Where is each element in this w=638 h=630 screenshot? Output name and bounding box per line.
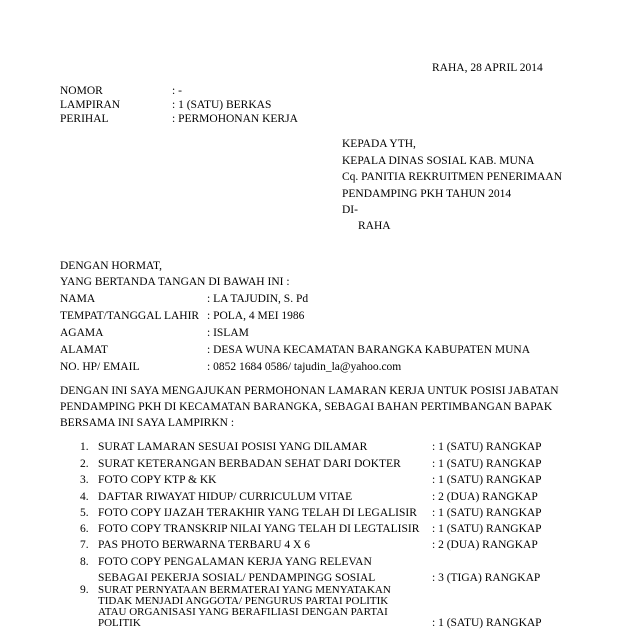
applicant-value: : POLA, 4 MEI 1986 xyxy=(207,310,305,322)
recipient-line-3: Cq. PANITIA REKRUITMEN PENERIMAAN xyxy=(342,171,562,183)
attachment-qty: : 1 (SATU) RANGKAP xyxy=(432,474,542,486)
perihal-label: PERIHAL xyxy=(60,113,109,125)
applicant-value: : 0852 1684 0586/ tajudin_la@yahoo.com xyxy=(207,361,402,373)
greeting: DENGAN HORMAT, xyxy=(60,260,163,272)
attachment-number: 4. xyxy=(80,491,89,503)
attachment-qty: : 2 (DUA) RANGKAP xyxy=(432,491,538,503)
attachment-text: FOTO COPY KTP & KK xyxy=(98,474,217,486)
date-line: RAHA, 28 APRIL 2014 xyxy=(432,62,543,74)
applicant-value: : LA TAJUDIN, S. Pd xyxy=(207,293,309,305)
body-line-2: PENDAMPING PKH DI KECAMATAN BARANGKA, SEBAGAI BAHAN PERTIMBANGAN BAPAK xyxy=(60,401,553,413)
attachment-qty: : 1 (SATU) RANGKAP xyxy=(432,458,542,470)
nomor-label: NOMOR xyxy=(60,85,103,97)
recipient-line-6: RAHA xyxy=(358,220,391,232)
attachment-qty: : 3 (TIGA) RANGKAP xyxy=(432,572,541,584)
lampiran-value: : 1 (SATU) BERKAS xyxy=(172,99,272,111)
recipient-line-4: PENDAMPING PKH TAHUN 2014 xyxy=(342,188,512,200)
intro-line: YANG BERTANDA TANGAN DI BAWAH INI : xyxy=(60,276,290,288)
attachment-qty: : 1 (SATU) RANGKAP xyxy=(432,507,542,519)
attachment-text: SURAT PERNYATAAN BERMATERAI YANG MENYATAKAN xyxy=(98,584,391,596)
attachment-number: 9. xyxy=(80,584,89,596)
recipient-line-2: KEPALA DINAS SOSIAL KAB. MUNA xyxy=(342,155,535,167)
body-line-3: BERSAMA INI SAYA LAMPIRKN : xyxy=(60,417,235,429)
body-line-1: DENGAN INI SAYA MENGAJUKAN PERMOHONAN LAMARAN KERJA UNTUK POSISI JABATAN xyxy=(60,385,559,397)
attachment-number: 5. xyxy=(80,507,89,519)
recipient-line-5: DI- xyxy=(342,204,358,216)
attachment-text: TIDAK MENJADI ANGGOTA/ PENGURUS PARTAI POLITIK xyxy=(98,595,389,607)
attachment-number: 1. xyxy=(80,441,89,453)
attachment-number: 3. xyxy=(80,474,89,486)
attachment-number: 7. xyxy=(80,539,89,551)
attachment-text: SEBAGAI PEKERJA SOSIAL/ PENDAMPINGG SOSIAL xyxy=(98,572,376,584)
attachment-text: FOTO COPY IJAZAH TERAKHIR YANG TELAH DI LEGALISIR xyxy=(98,507,417,519)
perihal-value: : PERMOHONAN KERJA xyxy=(172,113,298,125)
attachment-text: POLITIK xyxy=(98,617,141,629)
applicant-label: NO. HP/ EMAIL xyxy=(60,361,140,373)
applicant-value: : DESA WUNA KECAMATAN BARANGKA KABUPATEN MUNA xyxy=(207,344,531,356)
attachment-text: SURAT LAMARAN SESUAI POSISI YANG DILAMAR xyxy=(98,441,368,453)
attachment-qty: : 1 (SATU) RANGKAP xyxy=(432,441,542,453)
applicant-value: : ISLAM xyxy=(207,327,249,339)
nomor-value: : - xyxy=(172,85,182,97)
lampiran-label: LAMPIRAN xyxy=(60,99,121,111)
attachment-qty: : 2 (DUA) RANGKAP xyxy=(432,539,538,551)
applicant-label: AGAMA xyxy=(60,327,104,339)
attachment-text: FOTO COPY TRANSKRIP NILAI YANG TELAH DI LEGTALISIR xyxy=(98,523,420,535)
attachment-text: ATAU ORGANISASI YANG BERAFILIASI DENGAN PARTAI xyxy=(98,606,388,618)
attachment-qty: : 1 (SATU) RANGKAP xyxy=(432,523,542,535)
attachment-number: 6. xyxy=(80,523,89,535)
applicant-label: NAMA xyxy=(60,293,96,305)
attachment-number: 8. xyxy=(80,556,89,568)
attachment-number: 2. xyxy=(80,458,89,470)
attachment-text: FOTO COPY PENGALAMAN KERJA YANG RELEVAN xyxy=(98,556,372,568)
attachment-text: SURAT KETERANGAN BERBADAN SEHAT DARI DOKTER xyxy=(98,458,401,470)
attachment-qty: : 1 (SATU) RANGKAP xyxy=(432,617,542,629)
recipient-line-1: KEPADA YTH, xyxy=(342,138,416,150)
applicant-label: TEMPAT/TANGGAL LAHIR xyxy=(60,310,200,322)
attachment-text: DAFTAR RIWAYAT HIDUP/ CURRICULUM VITAE xyxy=(98,491,353,503)
attachment-text: PAS PHOTO BERWARNA TERBARU 4 X 6 xyxy=(98,539,310,551)
applicant-label: ALAMAT xyxy=(60,344,108,356)
